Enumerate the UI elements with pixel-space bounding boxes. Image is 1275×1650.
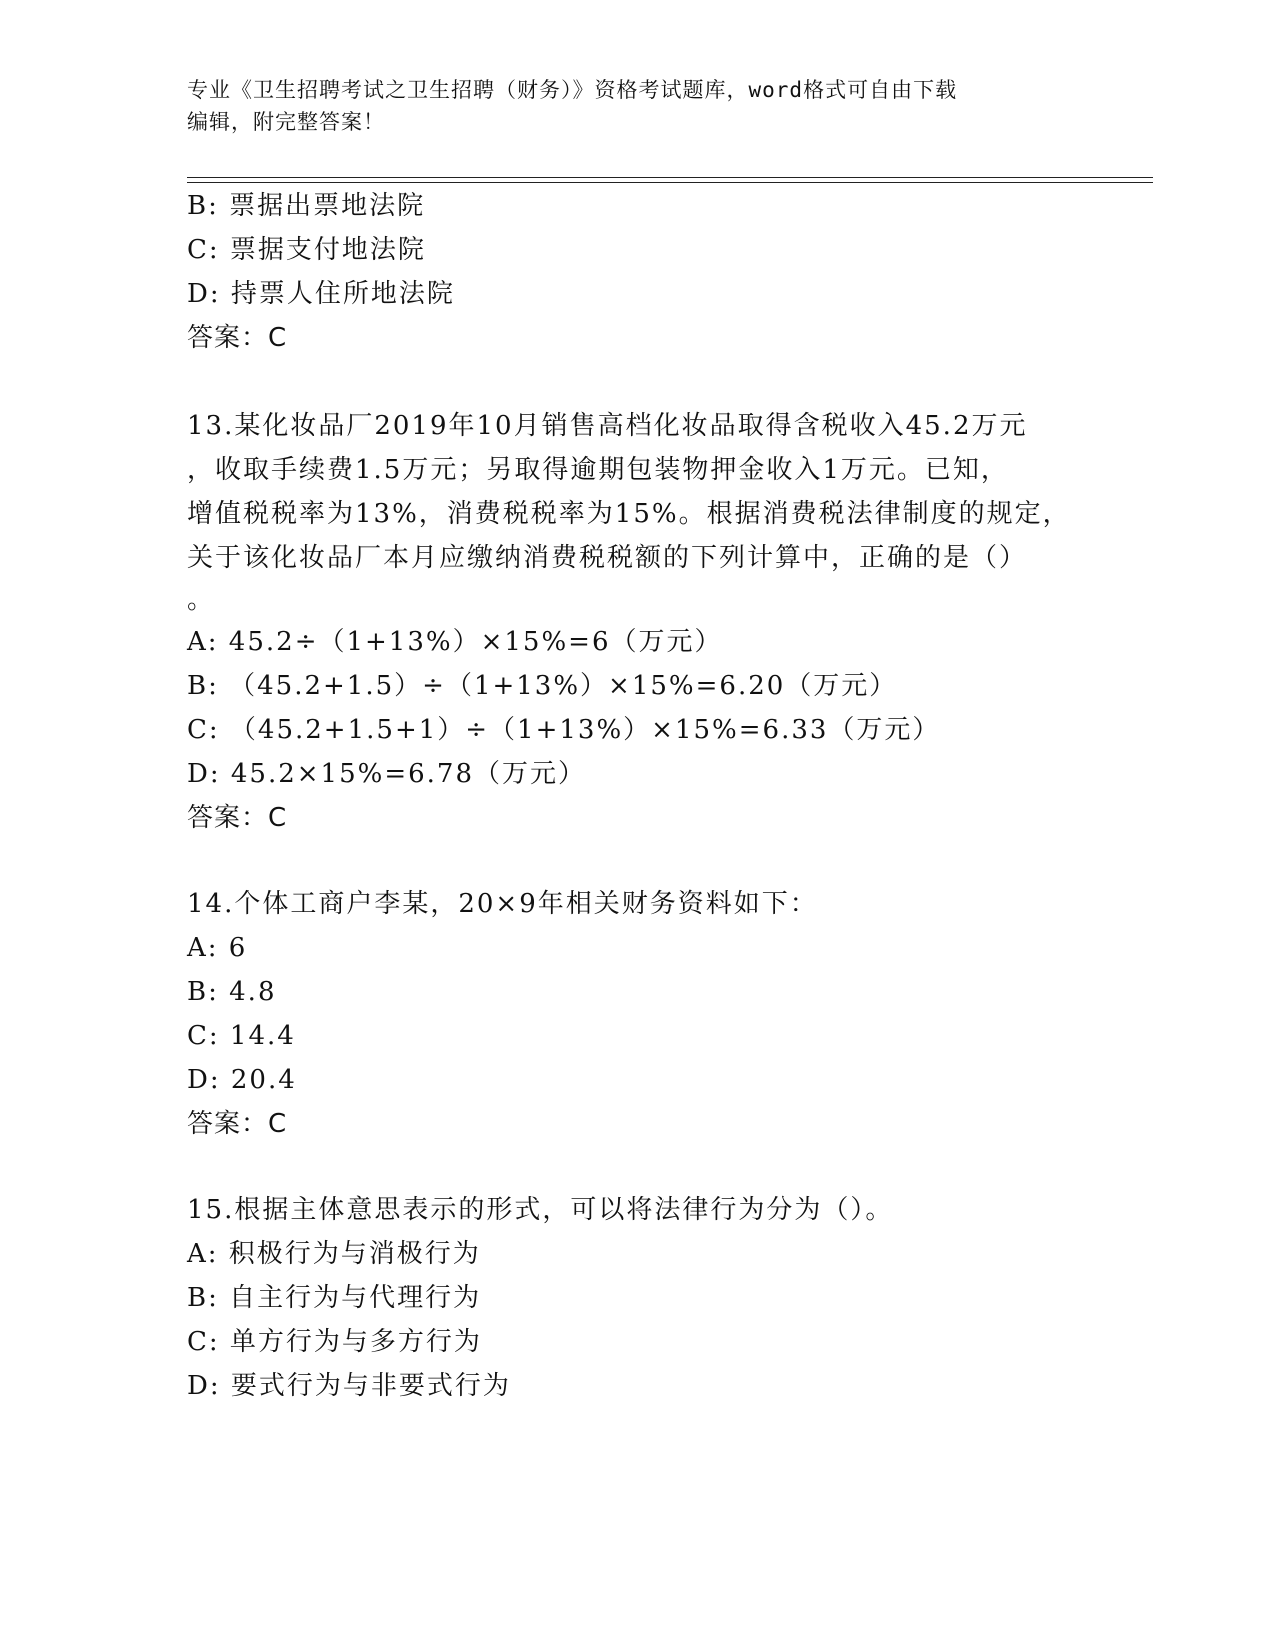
header-line-1: 专业《卫生招聘考试之卫生招聘（财务）》资格考试题库，word格式可自由下载: [187, 78, 958, 102]
q13-stem-line-3: 增值税税率为13%，消费税税率为15%。根据消费税法律制度的规定，: [187, 499, 1071, 529]
q14-option-c: C: 14.4: [187, 1021, 296, 1051]
header-line-2: 编辑，附完整答案！: [187, 110, 385, 134]
q14-option-d: D: 20.4: [187, 1065, 297, 1095]
q13-option-d: D: 45.2×15%=6.78（万元）: [187, 759, 587, 789]
header-divider-bottom: [187, 182, 1153, 183]
q14-stem: 14.个体工商户李某，20×9年相关财务资料如下：: [187, 889, 818, 919]
header-divider-top: [187, 177, 1153, 178]
q12-answer: 答案：C: [187, 323, 288, 353]
q13-option-b: B: （45.2+1.5）÷（1+13%）×15%=6.20（万元）: [187, 671, 898, 701]
q15-option-c: C: 单方行为与多方行为: [187, 1327, 482, 1357]
q13-stem-line-5: 。: [187, 585, 216, 615]
document-header: [187, 74, 1067, 138]
q15-option-a: A: 积极行为与消极行为: [187, 1239, 481, 1269]
q14-option-b: B: 4.8: [187, 977, 277, 1007]
q12-option-b: B: 票据出票地法院: [187, 191, 426, 221]
q13-option-c: C: （45.2+1.5+1）÷（1+13%）×15%=6.33（万元）: [187, 715, 941, 745]
q13-stem-line-1: 13.某化妆品厂2019年10月销售高档化妆品取得含税收入45.2万元: [187, 411, 1028, 441]
q14-answer: 答案：C: [187, 1109, 288, 1139]
q12-option-c: C: 票据支付地法院: [187, 235, 426, 265]
q15-stem: 15.根据主体意思表示的形式，可以将法律行为分为（）。: [187, 1195, 894, 1225]
q15-option-b: B: 自主行为与代理行为: [187, 1283, 482, 1313]
q13-answer: 答案：C: [187, 803, 288, 833]
q15-option-d: D: 要式行为与非要式行为: [187, 1371, 511, 1401]
q13-option-a: A: 45.2÷（1+13%）×15%=6（万元）: [187, 627, 723, 657]
q13-stem-line-2: ，收取手续费1.5万元；另取得逾期包装物押金收入1万元。已知，: [187, 455, 1009, 485]
q12-option-d: D: 持票人住所地法院: [187, 279, 455, 309]
q13-stem-line-4: 关于该化妆品厂本月应缴纳消费税税额的下列计算中，正确的是（）: [187, 543, 1028, 573]
q14-option-a: A: 6: [187, 933, 248, 963]
